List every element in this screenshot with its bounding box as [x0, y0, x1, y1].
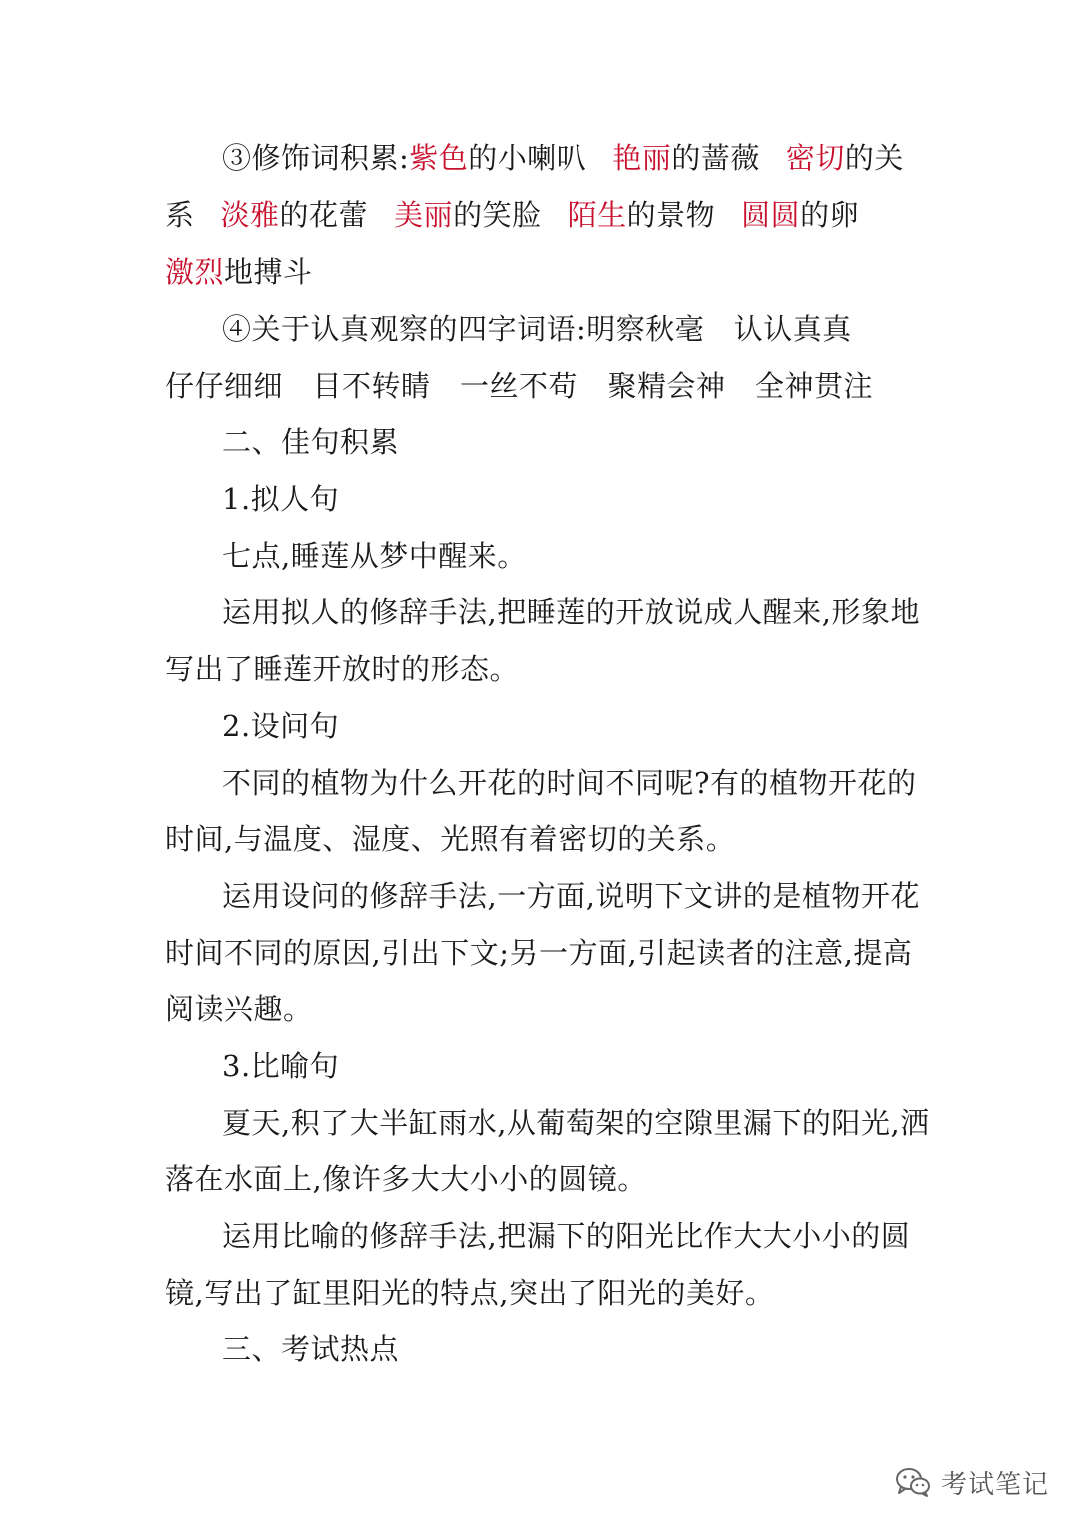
s2-analysis-line1: 运用设问的修辞手法,一方面,说明下文讲的是植物开花: [222, 879, 920, 913]
phrase-noun: 系: [165, 198, 195, 232]
s1-analysis-line1: 运用拟人的修辞手法,把睡莲的开放说成人醒来,形象地: [222, 595, 920, 629]
s1-analysis-line2: 写出了睡莲开放时的形态。: [165, 652, 520, 686]
section2-heading: 二、佳句积累: [222, 425, 400, 459]
phrase-noun: 的关: [844, 141, 904, 175]
wechat-icon: [895, 1466, 931, 1498]
watermark: [895, 1462, 1049, 1502]
s3-sentence-line2: 落在水面上,像许多大大小小的圆镜。: [165, 1162, 647, 1196]
highlight-word: 淡雅: [220, 198, 280, 232]
s2-sentence-line1: 不同的植物为什么开花的时间不同呢?有的植物开花的: [222, 766, 917, 800]
phrase-noun: 地搏斗: [224, 255, 313, 289]
phrase-noun: 的小喇叭: [468, 141, 587, 175]
s2-analysis-line3: 阅读兴趣。: [165, 992, 313, 1026]
s1-title: 1.拟人句: [222, 482, 340, 516]
s3-title: 3.比喻句: [222, 1049, 340, 1083]
vocab-item4-line2: 仔仔细细 目不转睛 一丝不苟 聚精会神 全神贯注: [165, 369, 874, 403]
vocab-item3-line3: [165, 250, 925, 294]
vocab-item3-prefix: ③修饰词积累:: [222, 141, 410, 175]
s2-sentence-line2: 时间,与温度、湿度、光照有着密切的关系。: [165, 822, 736, 856]
highlight-word: 艳丽: [612, 141, 672, 175]
s3-analysis-line2: 镜,写出了缸里阳光的特点,突出了阳光的美好。: [165, 1276, 775, 1310]
highlight-word: 密切: [785, 141, 845, 175]
phrase-noun: 的景物: [626, 198, 716, 232]
vocab-item4-line1: ④关于认真观察的四字词语:明察秋毫 认认真真: [222, 312, 852, 346]
section3-heading: 三、考试热点: [222, 1332, 400, 1366]
vocab-item3-line2: [165, 193, 925, 237]
highlight-word: 圆圆: [741, 198, 801, 232]
s3-analysis-line1: 运用比喻的修辞手法,把漏下的阳光比作大大小小的圆: [222, 1219, 911, 1253]
phrase-noun: 的卵: [800, 198, 860, 232]
highlight-word: 激烈: [165, 255, 225, 289]
phrase-noun: 的笑脸: [453, 198, 542, 232]
s1-sentence: 七点,睡莲从梦中醒来。: [222, 539, 527, 573]
highlight-word: 陌生: [567, 198, 627, 232]
highlight-word: 美丽: [394, 198, 454, 232]
s2-analysis-line2: 时间不同的原因,引出下文;另一方面,引起读者的注意,提高: [165, 936, 913, 970]
s3-sentence-line1: 夏天,积了大半缸雨水,从葡萄架的空隙里漏下的阳光,洒: [222, 1106, 930, 1140]
watermark-text: 考试笔记: [941, 1469, 1050, 1500]
phrase-noun: 的花蕾: [279, 198, 369, 232]
phrase-noun: 的蔷薇: [671, 141, 760, 175]
highlight-word: 紫色: [409, 141, 469, 175]
s2-title: 2.设问句: [222, 709, 340, 743]
vocab-item3-line1: [222, 136, 922, 180]
